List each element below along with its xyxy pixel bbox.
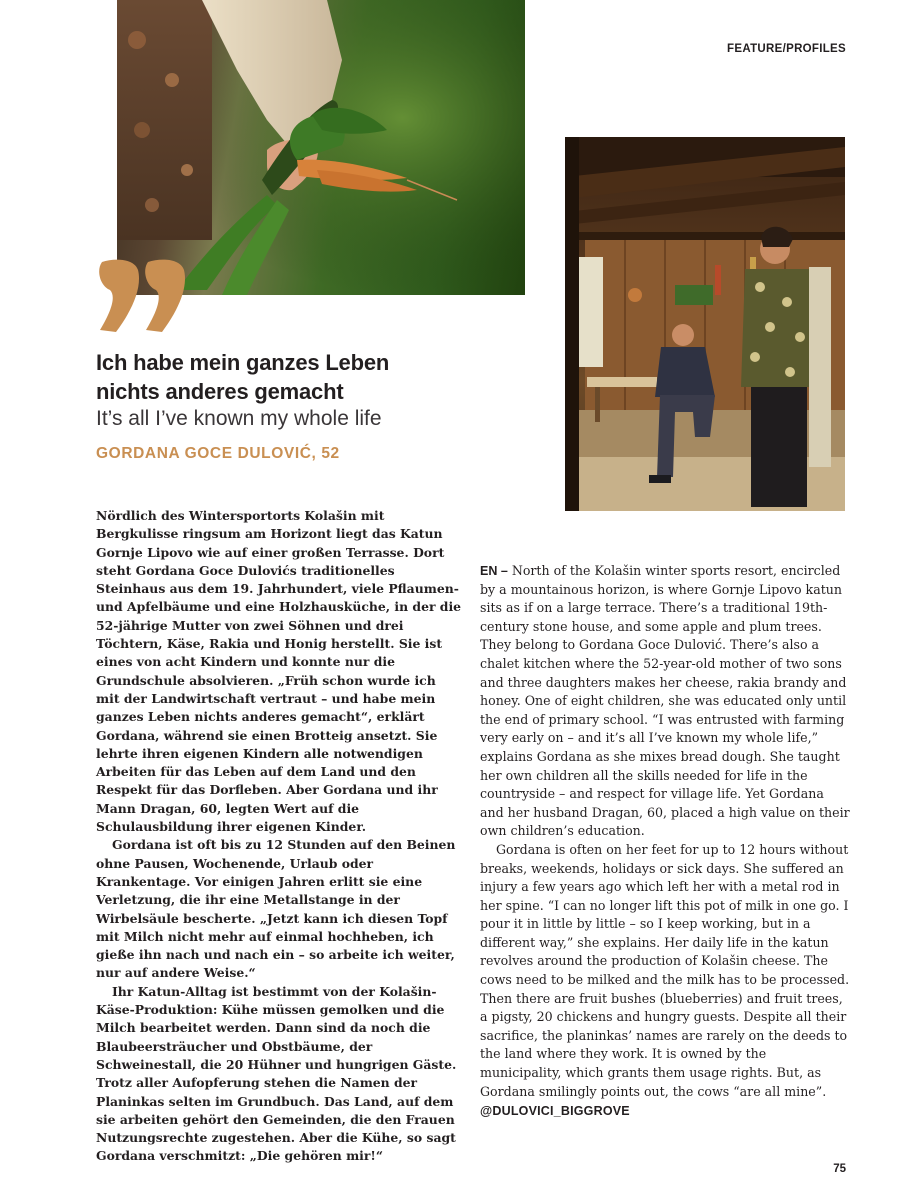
german-paragraph-2: Gordana ist oft bis zu 12 Stunden auf den Beinen ohne Pausen, Wochenende, Urlaub oder Krankentage. Vor einigen Jahren erlitt sie eine Verletzung, die ihr eine Metallstange in der Wirbelsäule bescherte. „Jetzt kann ich diesen Topf mit Milch nicht mehr auf einmal hochheben, ich gieße ihn nach und nach ein – so arbeite ich weiter, nur auf andere Weise.“ xyxy=(96,837,456,981)
byline: GORDANA GOCE DULOVIĆ, 52 xyxy=(96,445,340,462)
english-paragraph-2: Gordana is often on her feet for up to 12 hours without breaks, weekends, holidays or sick days. She suffered an injury a few years ago which left her with a metal rod in her spine. “I can no longer lift this pot of milk in one go. I pour it in little by little – so I keep working, but in a different way,” she explains. Her daily life in the katun revolves around the production of Kolašin cheese. The cows need to be milked and the milk has to be processed. Then there are fruit bushes (blueberries) and fruit trees, a pigsty, 20 chickens and hungry guests. Despite all their sacrifice, the planinkas’ names are rarely on the deeds to the land where they work. It is owned by the municipality, which grants them usage rights. But, as Gordana smilingly points out, the cows “are all mine”. xyxy=(480,841,850,1099)
vegetables-photo xyxy=(117,0,525,295)
headline-german-line2: nichts anderes gemacht xyxy=(96,379,344,404)
headline-german xyxy=(96,348,476,406)
page-number: 75 xyxy=(833,1163,846,1175)
german-paragraph-3: Ihr Katun-Alltag ist bestimmt von der Kolašin-Käse-Produktion: Kühe müssen gemolken und die Milch bearbeitet werden. Dann sind da noch die Blaubeersträucher und Obstbäume, der Schweinestall, die 20 Hühner und hungrigen Gäste. Trotz aller Aufopferung stehen die Namen der Planinkas selten im Grundbuch. Das Land, auf dem sie arbeiten gehört den Gemeinden, die den Frauen Nutzungsrechte zugestehen. Aber die Kühe, so sagt Gordana verschmitzt: „Die gehören mir!“ xyxy=(96,983,457,1164)
section-label: FEATURE/PROFILES xyxy=(727,43,846,55)
german-paragraph-1: Nördlich des Wintersportorts Kolašin mit Bergkulisse ringsum am Horizont liegt das Katun Gornje Lipovo wie auf einer großen Terrasse. Dort steht Gordana Goce Dulovićs traditionelles Steinhaus aus dem 19. Jahrhundert, viele Pflaumen- und Apfelbäume und eine Holzhausküche, in der die 52-jährige Mutter von zwei Söhnen und drei Töchtern, Käse, Rakia und Honig herstellt. Sie ist eines von acht Kindern und konnte nur die Grundschule absolvieren. „Früh schon wurde ich mit der Landwirtschaft vertraut – und habe mein ganzes Leben nichts anderes gemacht“, erklärt Gordana, während sie einen Brotteig ansetzt. Sie lehrte ihren eigenen Kindern alle notwendigen Arbeiten für das Leben auf dem Land und den Respekt für das Dorfleben. Aber Gordana und ihr Mann Dragan, 60, legten Wert auf die Schulausbildung ihrer eigenen Kinder. xyxy=(96,508,462,835)
language-tag: EN – xyxy=(480,564,508,578)
quotation-mark-icon xyxy=(94,256,190,336)
cabin-portrait-illustration xyxy=(565,137,845,511)
english-paragraph-1 xyxy=(480,562,850,841)
vegetables-illustration xyxy=(117,0,525,295)
cabin-portrait-photo xyxy=(565,137,845,511)
headline-german-line1: Ich habe mein ganzes Leben xyxy=(96,350,390,375)
headline-english: It’s all I’ve known my whole life xyxy=(96,407,382,430)
article-body-english xyxy=(480,562,850,1121)
social-handle: @DULOVICI_BIGGROVE xyxy=(480,1104,630,1119)
article-body-german xyxy=(96,507,462,1166)
english-paragraph-1-text: North of the Kolašin winter sports resort, encircled by a mountainous horizon, is where Gornje Lipovo katun sits as if on a large terrace. There’s a traditional 19th-century stone house, and some apple and plum trees. They belong to Gordana Goce Dulović. There’s also a chalet kitchen where the 52-year-old mother of two sons and three daughters makes her cheese, rakia brandy and honey. One of eight children, she was educated only until the end of primary school. “I was entrusted with farming very early on – and it’s all I’ve known my whole life,” explains Gordana as she mixes bread dough. She taught her own children all the skills needed for life in the countryside – and respect for village life. Yet Gordana and her husband Dragan, 60, placed a high value on their own children’s education. xyxy=(480,563,850,839)
